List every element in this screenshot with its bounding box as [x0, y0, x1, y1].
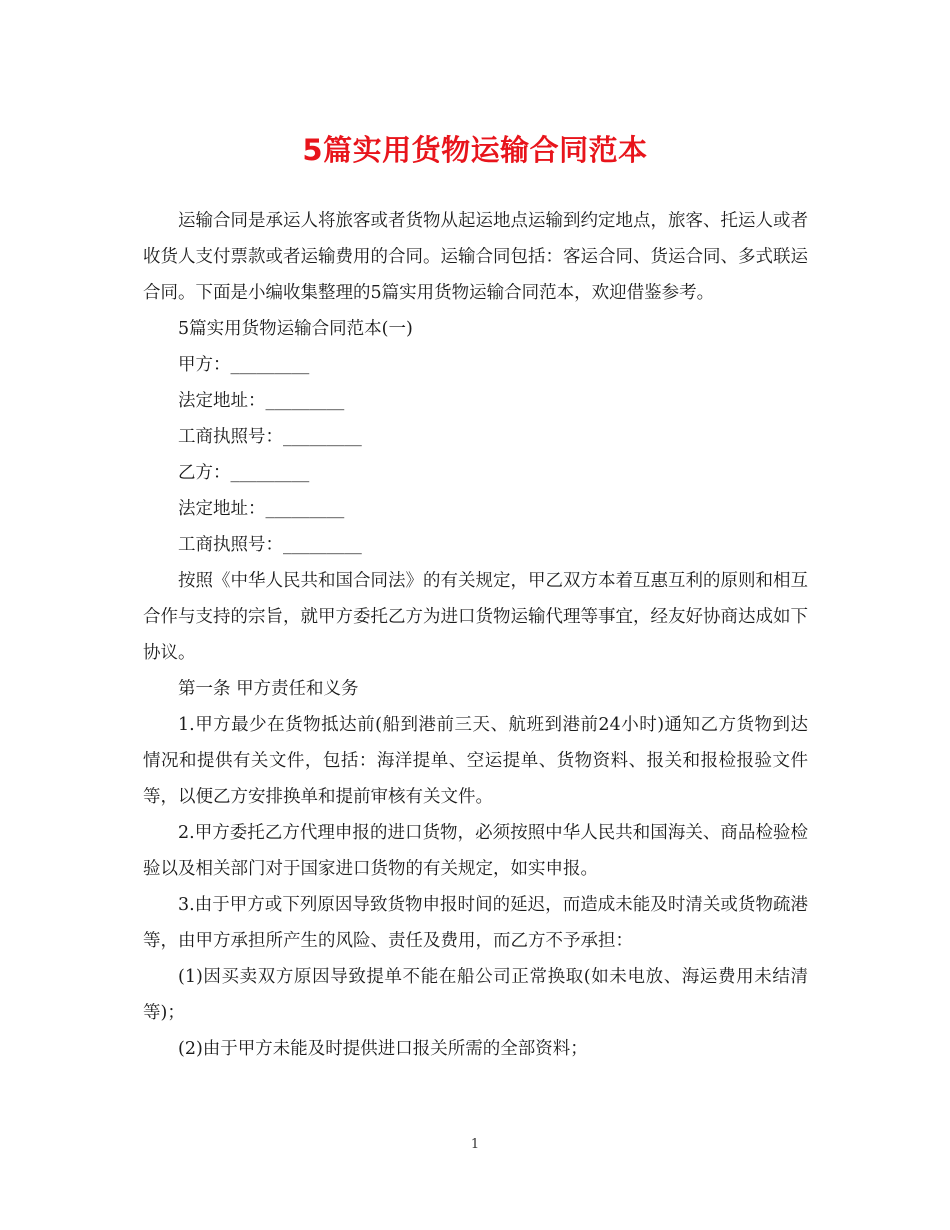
intro-paragraph: 运输合同是承运人将旅客或者货物从起运地点运输到约定地点，旅客、托运人或者收货人支付票款或者运输费用的合同。运输合同包括：客运合同、货运合同、多式联运合同。下面是小编收集整理的5篇实用货物运输合同范本，欢迎借鉴参考。	[143, 211, 808, 303]
party-a-license-field: 工商执照号：_________	[178, 427, 362, 447]
party-a-address-field: 法定地址：_________	[178, 391, 345, 411]
party-a-name-field: 甲方：_________	[178, 355, 310, 375]
article-one-heading: 第一条 甲方责任和义务	[178, 679, 359, 699]
page-number: 1	[470, 1137, 480, 1152]
party-b-license-field: 工商执照号：_________	[178, 535, 362, 555]
document-title: 5篇实用货物运输合同范本	[302, 133, 648, 167]
clause-3-item-1: (1)因买卖双方原因导致提单不能在船公司正常换取(如未电放、海运费用未结清等)；	[143, 967, 808, 1023]
clause-1: 1.甲方最少在货物抵达前(船到港前三天、航班到港前24小时)通知乙方货物到达情况和提供有关文件，包括：海洋提单、空运提单、货物资料、报关和报检报验文件等，以便乙方安排换单和提前审核有关文件。	[143, 715, 808, 807]
section-heading: 5篇实用货物运输合同范本(一)	[178, 319, 413, 339]
clause-3-item-2: (2)由于甲方未能及时提供进口报关所需的全部资料；	[178, 1039, 588, 1059]
clause-3: 3.由于甲方或下列原因导致货物申报时间的延迟，而造成未能及时清关或货物疏港等，由甲方承担所产生的风险、责任及费用，而乙方不予承担：	[143, 895, 808, 951]
document-body	[143, 203, 808, 1067]
party-b-name-field: 乙方：_________	[178, 463, 310, 483]
clause-2: 2.甲方委托乙方代理申报的进口货物，必须按照中华人民共和国海关、商品检验检验以及相关部门对于国家进口货物的有关规定，如实申报。	[143, 823, 808, 879]
agreement-preamble: 按照《中华人民共和国合同法》的有关规定，甲乙双方本着互惠互利的原则和相互合作与支持的宗旨，就甲方委托乙方为进口货物运输代理等事宜，经友好协商达成如下协议。	[143, 571, 808, 663]
party-b-address-field: 法定地址：_________	[178, 499, 345, 519]
